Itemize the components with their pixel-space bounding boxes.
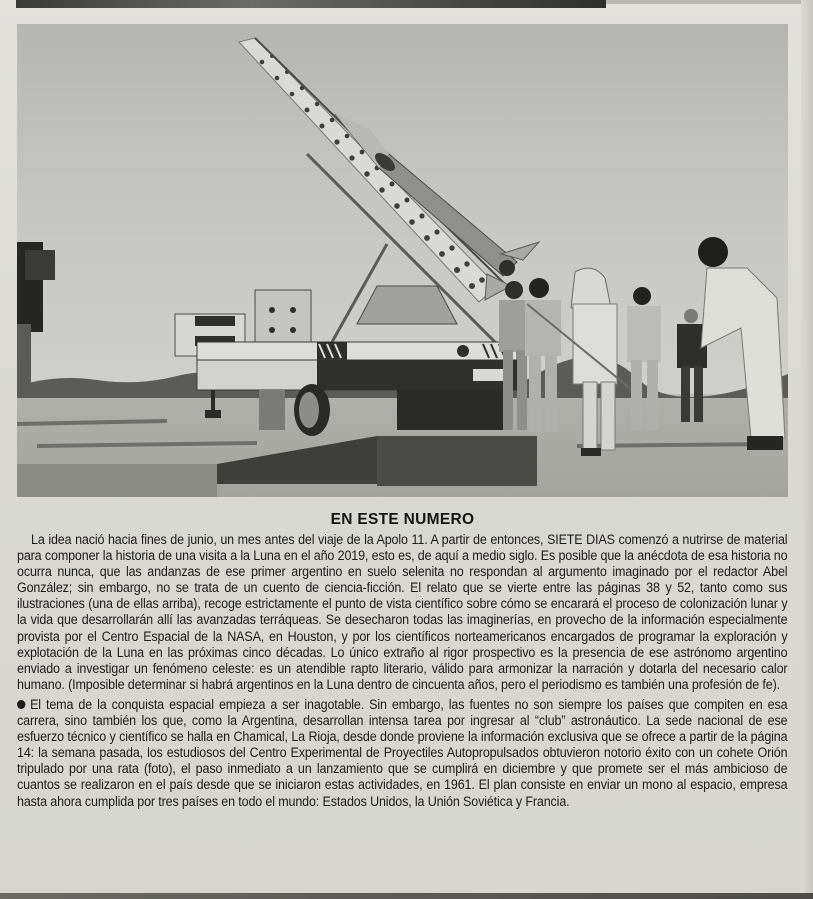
grass-strip bbox=[17, 464, 217, 497]
article-title: EN ESTE NUMERO bbox=[330, 511, 475, 528]
rocket-launch-photo bbox=[17, 24, 788, 497]
bullet-icon bbox=[17, 700, 25, 709]
page-edge bbox=[606, 0, 813, 4]
editorial-article bbox=[17, 511, 788, 810]
article-paragraph-1: La idea nació hacia fines de junio, un mes antes del viaje de la Apolo 11. A partir de entonces, SIETE DIAS comenzó a nutrirse de material para componer la historia de una visita a la Luna en el año 2019, esto es, de aquí a medio siglo. Es posible que la anécdota de esa historia no ocurra nunca, que las andanzas de ese primer argentino en suelo selenita no respondan al argumento imaginado por el redactor Abel González; sin embargo, no se trata de un cuento de ciencia-ficción. El relato que se vierte entre las páginas 38 y 52, tanto como sus ilustraciones (una de ellas arriba), recoge estrictamente el punto de vista científico sobre cómo se encarará el proceso de colonización lunar y la vida que desarrollarán allí las avanzadas terráqueas. Se desecharon todas las imaginerías, en provecho de la información especialmente provista por el Centro Espacial de la NASA, en Houston, y por los científicos norteamericanos encargados de programar la exploración y explotación de la Luna en las próximas cinco décadas. Lo único extraño al rigor prospectivo es la presencia de ese astrónomo argentino enviado a investigar un fenómeno celeste: es un atendible rapto literario, válido para armonizar la narración y dotarla del necesario calor humano. (Imposible determinar si habrá argentinos en la Luna dentro de cincuenta años, pero el periodismo es también una profesión de fe). bbox=[17, 532, 788, 692]
article-paragraph-2-text: El tema de la conquista espacial empieza a ser inagotable. Sin embargo, las fuentes no son siempre los países que compiten en esa carrera, sino también los que, como la Argentina, desarrollan intensa tarea por ingresar al “club” astronáutico. La sede nacional de ese esfuerzo técnico y científico se halla en Chamical, La Rioja, desde donde proviene la información exclusiva que se ofrece a partir de la página 14: la semana pasada, los estudiosos del Centro Experimental de Proyectiles Autopropulsados obtuvieron notorio éxito con un cohete Orión tripulado por una rata (foto), el paso inmediato a un lanzamiento que se cumplirá en diciembre y que promete ser el más ambicioso de cuantos se realizaron en el país desde que se iniciaron estas actividades, en 1961. El plan consiste en enviar un mono al espacio, empresa hasta ahora cumplida por tres países en todo el mundo: Estados Unidos, la Unión Soviética y Francia. bbox=[17, 696, 788, 809]
photo-illustration bbox=[17, 24, 788, 497]
page-bottom-edge bbox=[0, 893, 813, 899]
article-paragraph-2 bbox=[17, 697, 787, 810]
pit-wall bbox=[377, 436, 537, 486]
previous-photo-edge bbox=[16, 0, 606, 8]
page-margin bbox=[801, 0, 813, 899]
